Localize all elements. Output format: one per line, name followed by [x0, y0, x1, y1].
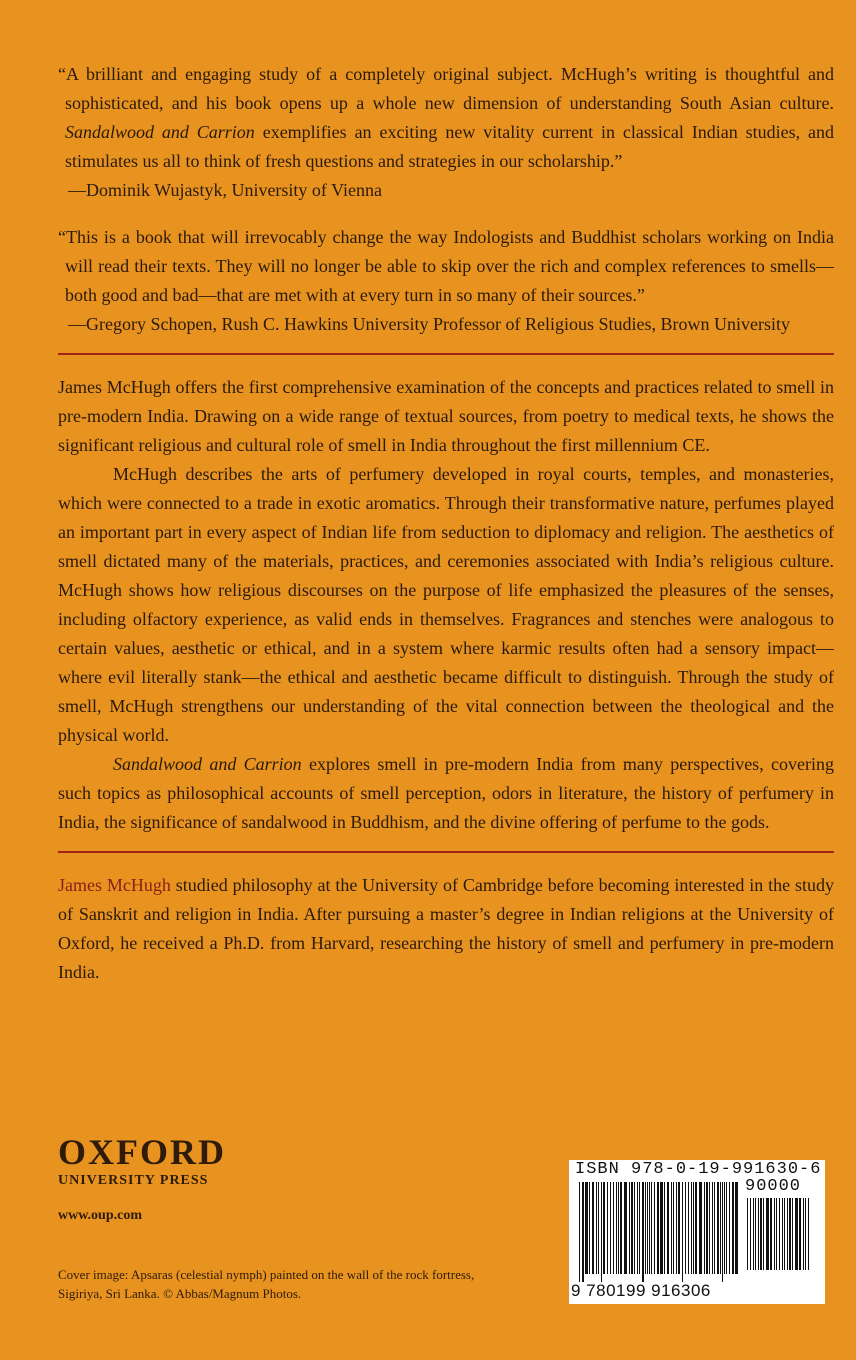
barcode-bar: [776, 1198, 777, 1270]
barcode-bar: [760, 1198, 762, 1270]
barcode-bar: [808, 1198, 809, 1270]
barcode-bar: [717, 1182, 719, 1274]
barcode-bar: [714, 1182, 715, 1274]
barcode-bar: [639, 1182, 640, 1274]
barcode-bar: [799, 1198, 801, 1270]
barcode-bar: [770, 1198, 772, 1270]
barcode-bar: [631, 1182, 633, 1274]
publisher-logo: [58, 1133, 226, 1189]
barcode-bar: [729, 1182, 730, 1274]
barcode-bar: [755, 1198, 756, 1270]
barcode-bar: [624, 1182, 627, 1274]
back-cover-content: [58, 60, 834, 987]
addon-barcode: [747, 1198, 817, 1278]
barcode-bar: [747, 1198, 748, 1270]
barcode-bar: [637, 1182, 638, 1274]
cover-credit: Cover image: Apsaras (celestial nymph) painted on the wall of the rock fortress, Sigiriya, Sri Lanka. © Abbas/Magnum Photos.: [58, 1267, 475, 1301]
author-bio: [58, 871, 834, 987]
divider-1: [58, 353, 834, 355]
barcode-bar: [787, 1198, 788, 1270]
barcode-bar: [726, 1182, 727, 1274]
barcode-bar: [613, 1182, 614, 1274]
barcode-bar: [620, 1182, 622, 1274]
barcode-bar: [651, 1182, 652, 1274]
barcode-bar: [732, 1182, 734, 1274]
barcode-bar: [735, 1182, 738, 1274]
barcode-bar: [766, 1198, 769, 1270]
barcode-bar: [789, 1198, 791, 1270]
barcode-bar: [724, 1182, 725, 1274]
barcode-bar: [782, 1198, 783, 1270]
barcode-bar: [678, 1182, 680, 1274]
barcode-bar: [779, 1198, 780, 1270]
quote-1-book-title: Sandalwood and Carrion: [65, 122, 255, 142]
barcode-bar: [582, 1182, 584, 1282]
review-quote-2: [58, 223, 834, 339]
barcode-bar: [704, 1182, 705, 1274]
ean-barcode: [579, 1182, 741, 1282]
barcode-bar: [589, 1182, 590, 1274]
barcode-bar: [784, 1198, 785, 1270]
author-bio-text: studied philosophy at the University of Cambridge before becoming interested in the study of Sanskrit and religion in India. After pursuing a master’s degree in Indian religions at the University of Oxford, he received a Ph.D. from Harvard, researching the history of smell and perfumery in pre-modern India.: [58, 875, 834, 982]
barcode-bar: [673, 1182, 674, 1274]
barcode-bar: [792, 1198, 793, 1270]
barcode-bar: [667, 1182, 669, 1274]
barcode-bar: [616, 1182, 617, 1274]
barcode-bar: [682, 1182, 683, 1282]
quote-1-attribution: —Dominik Wujastyk, University of Vienna: [68, 180, 382, 200]
barcode-bar: [709, 1182, 710, 1274]
description-paragraph-1: James McHugh offers the first comprehensive examination of the concepts and practices related to smell in pre-modern India. Drawing on a wide range of textual sources, from poetry to medical texts, he shows the significant religious and cultural role of smell in India throughout the first millennium CE.: [58, 377, 834, 455]
addon-code-text: 90000: [745, 1177, 802, 1196]
quote-2-text: “This is a book that will irrevocably change the way Indologists and Buddhist scholars working on India will read their texts. They will no longer be able to skip over the rich and complex references to smells—both good and bad—that are met with at every turn in so many of their sources.”: [58, 227, 834, 305]
barcode-bar: [596, 1182, 597, 1274]
quote-1-text-pre: “A brilliant and engaging study of a completely original subject. McHugh’s writing is thoughtful and sophisticated, and his book opens up a whole new dimension of understanding South Asian culture.: [58, 64, 834, 113]
barcode-bar: [795, 1198, 798, 1270]
publisher-name: OXFORD: [58, 1132, 226, 1172]
author-name: James McHugh: [58, 875, 171, 895]
quote-2-attribution: —Gregory Schopen, Rush C. Hawkins University Professor of Religious Studies, Brown University: [68, 314, 790, 334]
barcode-bar: [691, 1182, 692, 1274]
barcode-bar: [579, 1182, 580, 1282]
review-quote-1: [58, 60, 834, 205]
ean-number-text: 9 780199 916306: [571, 1281, 711, 1300]
barcode-bar: [654, 1182, 655, 1274]
barcode-bar: [603, 1182, 605, 1274]
barcode-bar: [660, 1182, 663, 1274]
barcode-bar: [607, 1182, 608, 1274]
barcode-bar: [610, 1182, 611, 1274]
barcode-bar: [803, 1198, 804, 1270]
barcode-bar: [657, 1182, 659, 1274]
barcode-bar: [629, 1182, 630, 1274]
description-paragraph-3-text: explores smell in pre-modern India from many perspectives, covering such topics as philosophical accounts of smell perception, odors in literature, the history of perfumery in India, the significance of sandalwood in Buddhism, and the divine offering of perfume to the gods.: [58, 754, 834, 832]
description-paragraph-2: McHugh describes the arts of perfumery developed in royal courts, temples, and monasteries, which were connected to a trade in exotic aromatics. Through their transformative nature, perfumes played an important part in every aspect of Indian life from seduction to diplomacy and religion. The aesthetics of smell dictated many of the materials, practices, and ceremonies associated with India’s religious culture. McHugh shows how religious discourses on the purpose of life emphasized the pleasures of the senses, including olfactory experience, as valid ends in themselves. Fragrances and stenches were analogous to certain values, aesthetic or ethical, and in a system where karmic results often had a sensory impact—where evil literally stank—the ethical and aesthetic became difficult to distinguish. Through the study of smell, McHugh strengthens our understanding of the vital connection between the theological and the physical world.: [58, 464, 834, 745]
barcode-bar: [671, 1182, 672, 1274]
barcode-bar: [758, 1198, 759, 1270]
barcode-bar: [699, 1182, 702, 1274]
barcode-bar: [585, 1182, 588, 1274]
divider-2: [58, 851, 834, 853]
barcode-bar: [763, 1198, 764, 1270]
barcode-label: [569, 1160, 825, 1304]
barcode-bar: [634, 1182, 635, 1274]
barcode-bar: [649, 1182, 650, 1274]
barcode-bar: [712, 1182, 713, 1274]
barcode-bar: [753, 1198, 754, 1270]
barcode-bar: [722, 1182, 723, 1282]
quote-1-text-post: exemplifies an exciting new vitality current in classical Indian studies, and stimulates us all to think of fresh questions and strategies in our scholarship.”: [65, 122, 834, 171]
barcode-bar: [645, 1182, 646, 1274]
isbn-text: ISBN 978-0-19-991630-6: [575, 1160, 822, 1179]
barcode-bar: [688, 1182, 689, 1274]
publisher-url[interactable]: www.oup.com: [58, 1208, 143, 1223]
barcode-bar: [693, 1182, 694, 1274]
barcode-bar: [592, 1182, 594, 1274]
barcode-bar: [601, 1182, 602, 1282]
barcode-bar: [685, 1182, 686, 1274]
barcode-bar: [774, 1198, 775, 1270]
barcode-bar: [664, 1182, 665, 1274]
description-paragraph-3: [58, 750, 834, 837]
barcode-bar: [647, 1182, 648, 1274]
description-book-title: Sandalwood and Carrion: [113, 754, 302, 774]
publisher-subname: UNIVERSITY PRESS: [58, 1173, 209, 1188]
barcode-bar: [642, 1182, 644, 1282]
barcode-bar: [805, 1198, 806, 1270]
barcode-bar: [618, 1182, 619, 1274]
barcode-bar: [720, 1182, 721, 1274]
barcode-bar: [676, 1182, 677, 1274]
barcode-bar: [706, 1182, 708, 1274]
barcode-bar: [598, 1182, 599, 1274]
barcode-bar: [750, 1198, 751, 1270]
barcode-bar: [695, 1182, 697, 1274]
